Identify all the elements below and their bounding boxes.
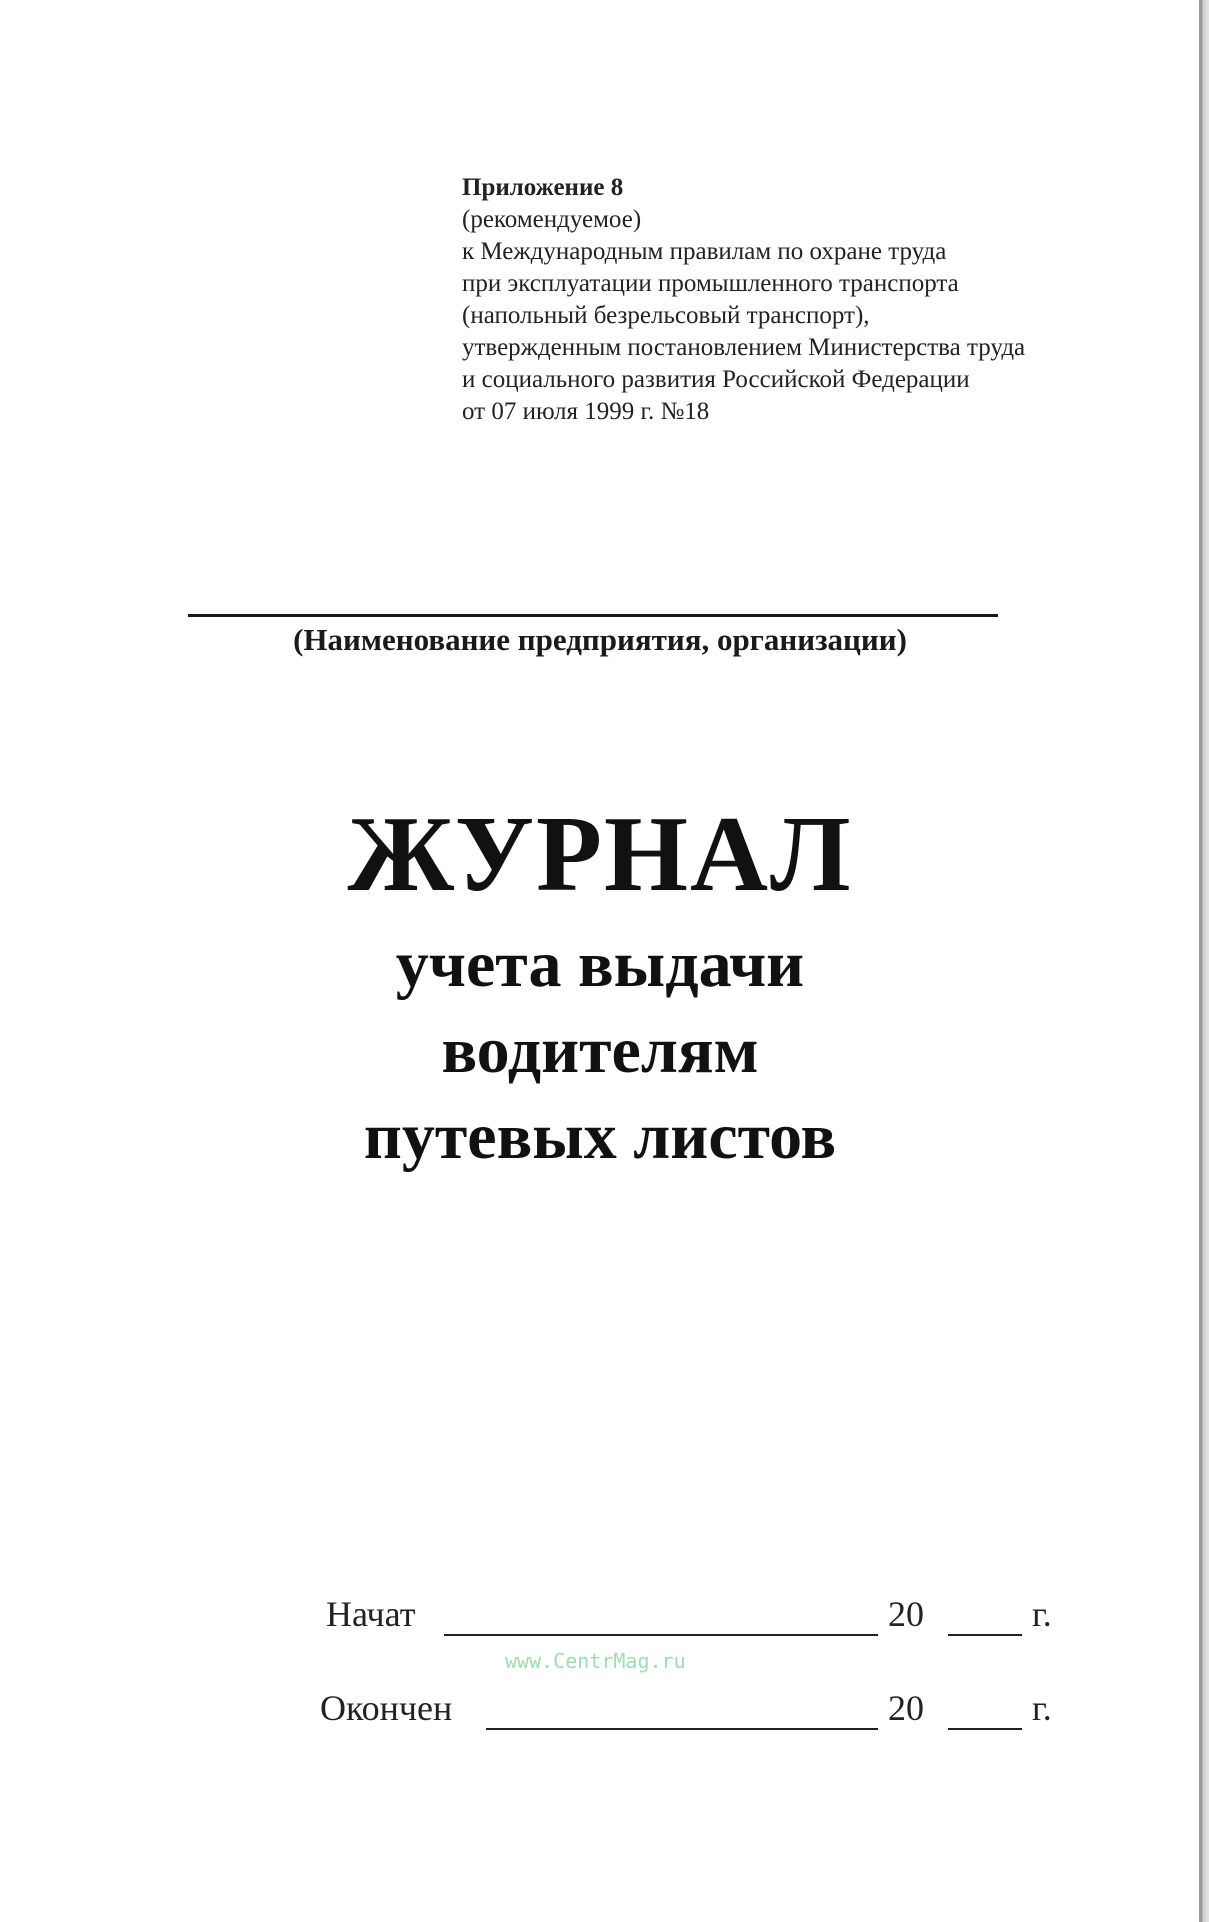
appendix-line: при эксплуатации промышленного транспорта [462, 270, 959, 297]
finished-century: 20 [888, 1688, 924, 1728]
appendix-line: к Международным правилам по охране труда [462, 238, 947, 265]
started-century: 20 [888, 1594, 924, 1634]
finished-year-blank [948, 1728, 1022, 1730]
journal-subtitle-line: путевых листов [363, 1100, 837, 1173]
appendix-line: (рекомендуемое) [462, 206, 642, 233]
organization-name-line [188, 614, 998, 617]
started-date-row [320, 1586, 1080, 1642]
organization-caption: (Наименование предприятия, организации) [293, 622, 907, 657]
journal-subtitle-line: водителям [441, 1014, 759, 1087]
finished-date-blank [486, 1728, 878, 1730]
watermark: www.CentrMag.ru [505, 1649, 686, 1673]
started-label: Начат [326, 1594, 416, 1634]
started-year-blank [948, 1634, 1022, 1636]
journal-subtitle [100, 922, 1100, 1180]
appendix-block [462, 172, 1102, 428]
appendix-title: Приложение 8 [462, 174, 624, 201]
finished-year-suffix: г. [1032, 1688, 1052, 1728]
appendix-line: от 07 июля 1999 г. №18 [462, 398, 710, 425]
started-date-blank [444, 1634, 878, 1636]
journal-subtitle-line: учета выдачи [395, 928, 805, 1001]
started-year-suffix: г. [1032, 1594, 1052, 1634]
finished-label: Окончен [320, 1688, 453, 1728]
appendix-line: и социального развития Российской Федерации [462, 366, 970, 393]
appendix-line: утвержденным постановлением Министерства труда [462, 334, 1026, 361]
journal-title: ЖУРНАЛ [347, 795, 853, 914]
appendix-line: (напольный безрельсовый транспорт), [462, 302, 870, 329]
finished-date-row [320, 1680, 1080, 1736]
page-edge [1199, 0, 1209, 1922]
